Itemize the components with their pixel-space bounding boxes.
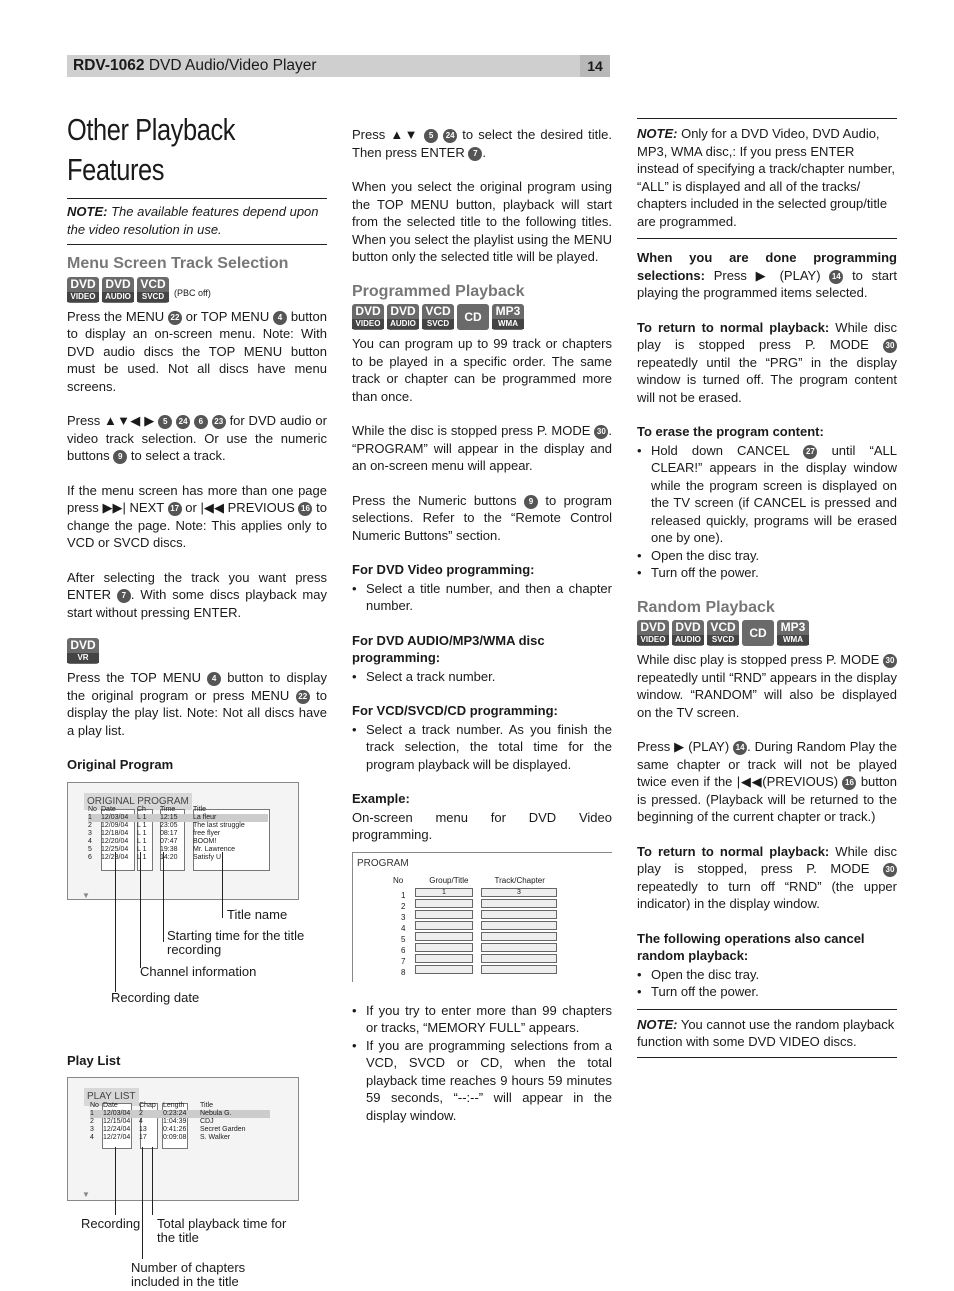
note-label: NOTE:: [67, 204, 108, 219]
text: to program selections. Refer to the “Remote Control Numeric Buttons” section.: [352, 492, 612, 543]
text: CD: [749, 626, 767, 640]
table-cell: 4: [88, 837, 92, 845]
callout-recording-date: Recording date: [111, 989, 200, 1005]
text: SVCD: [422, 319, 454, 329]
example-heading: Example:: [352, 791, 410, 806]
list: [637, 966, 897, 1001]
list: [352, 580, 612, 615]
track-chapter-field[interactable]: [481, 921, 557, 930]
table-cell: 12:15: [160, 813, 178, 821]
text: DVD: [675, 620, 701, 634]
button-5-icon: 5: [424, 129, 438, 143]
note-text: The available features depend upon the video resolution in use.: [67, 204, 319, 237]
text: AUDIO: [672, 635, 704, 645]
table-row: [90, 1110, 270, 1118]
table-row: [88, 830, 268, 838]
table-cell: 17: [139, 1134, 147, 1141]
table-cell: CDJ: [200, 1118, 214, 1125]
table-cell: The last struggle: [193, 821, 245, 829]
button-24-icon: 24: [443, 129, 457, 143]
text: To return to normal playback:: [637, 319, 830, 335]
button-30-icon: 30: [883, 863, 897, 877]
text: AUDIO: [102, 292, 134, 302]
play-list-heading: Play List: [67, 1052, 121, 1068]
paragraph: [67, 669, 327, 739]
paragraph: When you select the original program using the TOP MENU button, playback will start from the selected title to the following titles. When you select the playlist using the MENU button only the selected title will be played.: [352, 179, 612, 264]
text: To return to normal playback:: [637, 843, 830, 859]
paragraph: [352, 126, 612, 161]
track-chapter-field[interactable]: 3: [481, 888, 557, 897]
play-list-table: [90, 1102, 270, 1142]
dvd-video-badge: [67, 277, 99, 303]
paragraph: [637, 249, 897, 302]
mp3-wma-badge: [777, 620, 809, 646]
section-heading-programmed: Programmed Playback: [352, 282, 525, 300]
button-9-icon: 9: [524, 495, 538, 509]
table-row: [90, 1102, 270, 1110]
text: SVCD: [707, 635, 739, 645]
cd-badge: [742, 620, 774, 646]
table-cell: Mr. Lawrence: [193, 845, 236, 853]
paragraph: [637, 319, 897, 407]
table-cell: Title: [193, 805, 206, 813]
screen-title: PROGRAM: [357, 857, 409, 869]
text: to select a track.: [130, 448, 226, 463]
list-item: • Select a title number, and then a chapter number.: [352, 580, 612, 615]
table-cell: Date: [103, 1102, 118, 1109]
disc-badges: [352, 304, 612, 330]
callout-title-name: Title name: [227, 906, 288, 922]
text: VCD: [140, 276, 166, 291]
table-cell: 2: [90, 1118, 94, 1125]
table-row: [88, 838, 268, 846]
button-4-icon: 4: [207, 672, 221, 686]
text: DVD: [355, 304, 381, 318]
header-title: [73, 57, 317, 75]
list-item: • If you are programming selections from a VCD, SVCD or CD, when the total playback time reaches 9 hours 59 minutes 59 seconds, “--:--” will appear in the display window.: [352, 1037, 612, 1125]
program-row-number: 3: [401, 912, 406, 922]
button-9-icon: 9: [113, 450, 127, 464]
list-item: • Turn off the power.: [637, 564, 897, 582]
pbc-off-note: (PBC off): [174, 288, 211, 298]
table-cell: 3: [88, 829, 92, 837]
disc-badges-vr: [67, 638, 327, 664]
track-chapter-field[interactable]: [481, 910, 557, 919]
button-7-icon: 7: [468, 147, 482, 161]
vcd-svcd-badge: [137, 277, 169, 303]
list-item: [637, 442, 897, 547]
text: When you are done programming selections:: [637, 250, 897, 283]
model-name: RDV-1062: [73, 57, 145, 74]
original-program-callouts: [67, 900, 327, 1030]
text: You cannot use the random playback function with some DVD VIDEO discs.: [637, 1016, 895, 1049]
list-item: • Select a track number.: [352, 668, 612, 686]
table-cell: Title: [200, 1102, 213, 1109]
note: [637, 1010, 897, 1058]
table-cell: 12/25/04: [101, 845, 129, 853]
program-row-number: 2: [401, 901, 406, 911]
group-title-field[interactable]: [415, 910, 473, 919]
button-17-icon: 17: [168, 502, 182, 516]
paragraph: [67, 308, 327, 396]
table-cell: L 1: [137, 821, 147, 829]
text: No: [393, 875, 404, 885]
table-cell: 12/03/04: [101, 813, 129, 821]
text: . During Random Play the same chapter or track will not be played twice even if the |◀◀(PREVIOUS): [637, 739, 897, 789]
paragraph: [67, 482, 327, 552]
text: button to display an on-screen menu. Note: With DVD audio discs the TOP MENU button must be used. Not all discs have menu screens.: [67, 308, 327, 394]
note: [637, 119, 897, 239]
track-chapter-field[interactable]: [481, 899, 557, 908]
group-title-field[interactable]: [415, 965, 473, 974]
table-cell: 2: [139, 1110, 143, 1117]
text: Group/Title: [429, 875, 469, 885]
group-title-field[interactable]: [415, 921, 473, 930]
column-1: [67, 110, 327, 1291]
list: [352, 721, 612, 774]
button-22-icon: 22: [168, 311, 182, 325]
column-3: [637, 118, 897, 1058]
button-16-icon: 16: [842, 776, 856, 790]
text: Press ▲▼: [352, 127, 419, 142]
text: DVD: [390, 304, 416, 318]
table-row: [90, 1118, 270, 1126]
button-7-icon: 7: [117, 589, 131, 603]
text: WMA: [777, 635, 809, 645]
dvd-video-programming-heading: For DVD Video programming:: [352, 562, 535, 577]
button-14-icon: 14: [733, 741, 747, 755]
text: to change the page. Note: This applies only to VCD or SVCD discs.: [67, 500, 327, 550]
text: MP3: [780, 620, 806, 634]
button-14-icon: 14: [829, 270, 843, 284]
callout-total-time: Total playback time for the title: [157, 1216, 287, 1245]
group-title-field[interactable]: [415, 899, 473, 908]
vcd-svcd-badge: [422, 304, 454, 330]
text: repeatedly until the “PRG” in the display window is turned off. The program content will not be erased.: [637, 354, 897, 405]
text: VCD: [425, 304, 451, 318]
list: [352, 668, 612, 686]
text: repeatedly until “RND” appears in the display window. “RANDOM” will also be displayed on the TV screen.: [637, 669, 897, 720]
page-number: 14: [580, 55, 610, 77]
table-row: [90, 1126, 270, 1134]
table-row: [90, 1134, 270, 1142]
paragraph: [352, 422, 612, 475]
text: to start playing the programmed items selected.: [637, 267, 897, 300]
table-cell: 07:47: [160, 837, 178, 845]
table-cell: BOOM!: [193, 837, 217, 845]
text: While disc play is stopped press P. MODE: [637, 652, 880, 667]
group-title-field[interactable]: [415, 932, 473, 941]
scroll-down-icon: ▼: [82, 890, 90, 900]
text: or |◀◀ PREVIOUS: [185, 500, 295, 515]
table-cell: 2: [88, 821, 92, 829]
table-cell: Ch: [137, 805, 146, 813]
table-cell: 12/03/04: [103, 1110, 131, 1117]
text: or TOP MENU: [185, 308, 270, 324]
text: VIDEO: [637, 635, 669, 645]
table-cell: 13: [139, 1126, 147, 1133]
button-23-icon: 23: [212, 415, 226, 429]
original-program-screen: [67, 782, 299, 900]
table-cell: free flyer: [193, 829, 221, 837]
text: NOTE:: [637, 126, 678, 141]
callout-starting-time: Starting time for the title recording: [167, 927, 305, 957]
list-item: • Open the disc tray.: [637, 966, 897, 984]
button-6-icon: 6: [194, 415, 208, 429]
vcd-svcd-badge: [707, 620, 739, 646]
text: Hold down CANCEL: [651, 442, 790, 458]
cd-badge: [457, 304, 489, 330]
table-cell: 0:41:26: [163, 1126, 187, 1133]
button-30-icon: 30: [594, 425, 608, 439]
text: CD: [464, 310, 482, 324]
text: NOTE:: [637, 1016, 678, 1032]
program-row-number: 5: [401, 934, 406, 944]
erase-heading: To erase the program content:: [637, 424, 824, 439]
table-cell: Satisfy U: [193, 853, 222, 861]
table-cell: No: [90, 1102, 99, 1109]
section-heading-random: Random Playback: [637, 598, 775, 616]
group-title-field[interactable]: 1: [415, 888, 473, 897]
dvd-vr-badge: [67, 638, 99, 664]
track-chapter-field[interactable]: [481, 932, 557, 941]
text: . With some discs playback may start without pressing ENTER.: [67, 587, 327, 620]
table-cell: 1: [88, 813, 92, 821]
list: [637, 442, 897, 582]
text: While disc play is stopped press P. MODE: [637, 319, 897, 352]
table-cell: Length: [163, 1102, 185, 1109]
text: AUDIO: [387, 319, 419, 329]
button-22-icon: 22: [296, 690, 310, 704]
program-row-number: 4: [401, 923, 406, 933]
table-row: [88, 806, 268, 814]
text: Press ▲▼◀ ▶: [67, 413, 155, 428]
table-cell: 4: [90, 1134, 94, 1141]
button-30-icon: 30: [883, 654, 897, 668]
table-cell: 6: [88, 853, 92, 861]
program-row-number: 6: [401, 945, 406, 955]
text: SVCD: [137, 292, 169, 302]
track-chapter-field[interactable]: [481, 965, 557, 974]
text: Only for a DVD Video, DVD Audio, MP3, WMA disc,: If you press ENTER instead of specifying a track/chapter number, “ALL” is displayed and all of the tracks/ chapters included in the selected group/title are programmed.: [637, 126, 895, 229]
text: DVD: [640, 620, 666, 634]
list: [352, 1002, 612, 1125]
dvd-audio-badge: [387, 304, 419, 330]
table-cell: 0:09:08: [163, 1134, 187, 1141]
text: If the menu screen has more than one page press ▶▶| NEXT: [67, 482, 327, 515]
table-cell: L 1: [137, 829, 147, 837]
table-cell: 12/09/04: [101, 821, 129, 829]
button-24-icon: 24: [176, 415, 190, 429]
scroll-down-icon: ▼: [82, 1190, 90, 1199]
program-screen: [352, 852, 612, 982]
track-chapter-field[interactable]: [481, 943, 557, 952]
dvd-video-badge: [637, 620, 669, 646]
text: VR: [67, 653, 99, 663]
dvd-audio-programming-heading: For DVD AUDIO/MP3/WMA disc programming:: [352, 632, 545, 665]
table-cell: Secret Garden: [200, 1126, 246, 1133]
table-cell: 4: [139, 1118, 143, 1125]
table-cell: L 1: [137, 813, 147, 821]
table-cell: 12/15/04: [103, 1118, 131, 1125]
text: to select the desired title. Then press ENTER: [352, 127, 612, 160]
column-2: [352, 126, 612, 1141]
page-title: Other Playback Features: [67, 112, 236, 187]
text: button to display the original program or press MENU: [67, 670, 327, 703]
play-list-screen: [67, 1077, 299, 1201]
table-cell: Chap: [139, 1102, 156, 1109]
callout-recording: Recording: [81, 1216, 141, 1231]
text: DVD: [70, 276, 96, 291]
table-cell: 19:38: [160, 845, 178, 853]
text: repeatedly to turn off “RND” (the upper indicator) in the display window.: [637, 878, 897, 911]
paragraph: [637, 738, 897, 826]
paragraph: You can program up to 99 track or chapters to be played in a specific order. The same track or chapter can be programmed more than once.: [352, 336, 612, 404]
text: WMA: [492, 319, 524, 329]
list-item: • Select a track number. As you finish the track selection, the total time for the program playback will be displayed.: [352, 721, 612, 774]
dvd-video-badge: [352, 304, 384, 330]
screen-title: ORIGINAL PROGRAM: [84, 793, 192, 811]
cancel-random-heading: The following operations also cancel random playback:: [637, 930, 865, 963]
table-cell: 12/28/04: [101, 853, 129, 861]
table-cell: 12/24/04: [103, 1126, 131, 1133]
text: to display the play list. Note: Not all discs have a play list.: [67, 687, 327, 738]
table-cell: 3: [90, 1126, 94, 1133]
button-4-icon: 4: [273, 311, 287, 325]
table-cell: 1:04:39: [163, 1118, 187, 1125]
text: . “PROGRAM” will appear in the display and an on-screen menu will appear.: [352, 423, 612, 473]
paragraph: [352, 492, 612, 545]
table-cell: L 1: [137, 853, 147, 861]
table-cell: 12/27/04: [103, 1134, 131, 1141]
text: Press ▶ (PLAY): [713, 267, 821, 283]
text: Press ▶ (PLAY): [637, 739, 730, 754]
table-cell: 23:05: [160, 821, 178, 829]
paragraph: [637, 843, 897, 913]
text: Track/Chapter: [494, 875, 545, 885]
text: DVD: [70, 638, 96, 652]
paragraph: [67, 569, 327, 622]
track-chapter-field[interactable]: [481, 954, 557, 963]
table-row: [88, 814, 268, 822]
table-cell: La fleur: [193, 813, 217, 821]
text: until “ALL CLEAR!” appears in the display window while the program screen is displayed on the TV screen (if CANCEL is pressed and released quickly, programs will be erased one by one).: [651, 442, 897, 545]
table-cell: Time: [160, 805, 176, 813]
section-heading-menu: Menu Screen Track Selection: [67, 255, 289, 272]
play-list-callouts: [67, 1201, 327, 1291]
dvd-audio-badge: [102, 277, 134, 303]
paragraph: [637, 651, 897, 721]
disc-badges: [67, 277, 327, 303]
text: Press the MENU: [67, 308, 165, 324]
text: While disc play is stopped, press P. MODE: [637, 843, 897, 876]
text: After selecting the track you want press ENTER: [67, 569, 327, 602]
button-5-icon: 5: [158, 415, 172, 429]
text: MP3: [495, 304, 521, 318]
table-cell: L 1: [137, 837, 147, 845]
table-cell: 1: [90, 1110, 94, 1117]
callout-chapters: Number of chapters included in the title: [131, 1260, 246, 1289]
text: Press the Numeric buttons: [352, 492, 517, 508]
button-30-icon: 30: [883, 339, 897, 353]
original-program-heading: Original Program: [67, 757, 174, 772]
header-bar: [67, 55, 610, 77]
table-cell: S. Walker: [200, 1134, 231, 1141]
button-27-icon: 27: [803, 445, 817, 459]
table-cell: 08:17: [160, 829, 178, 837]
text: button is pressed. (Playback will be returned to the beginning of the current chapter or track.): [637, 774, 897, 824]
table-cell: 0:23:24: [163, 1110, 187, 1117]
list-item: • If you try to enter more than 99 chapters or tracks, “MEMORY FULL” appears.: [352, 1002, 612, 1037]
text: While the disc is stopped press P. MODE: [352, 423, 591, 438]
group-title-field[interactable]: [415, 943, 473, 952]
vcd-programming-heading: For VCD/SVCD/CD programming:: [352, 703, 558, 718]
table-cell: 12/20/04: [101, 837, 129, 845]
program-row-number: 1: [401, 890, 406, 900]
list-item: • Open the disc tray.: [637, 547, 897, 565]
button-16-icon: 16: [298, 502, 312, 516]
product-name: DVD Audio/Video Player: [148, 57, 317, 74]
text: VIDEO: [67, 292, 99, 302]
table-cell: Nebula G.: [200, 1110, 232, 1117]
screen-title: PLAY LIST: [84, 1088, 139, 1106]
table-cell: 5: [88, 845, 92, 853]
dvd-audio-badge: [672, 620, 704, 646]
table-cell: Date: [101, 805, 116, 813]
table-cell: L 1: [137, 845, 147, 853]
text: Press the TOP MENU: [67, 670, 201, 685]
table-cell: 14:20: [160, 853, 178, 861]
note: [67, 199, 327, 245]
table-row: [88, 822, 268, 830]
list-item: • Turn off the power.: [637, 983, 897, 1001]
table-cell: 12/18/04: [101, 829, 129, 837]
text: VIDEO: [352, 319, 384, 329]
paragraph: On-screen menu for DVD Video programming.: [352, 809, 612, 842]
disc-badges: [637, 620, 897, 646]
group-title-field[interactable]: [415, 954, 473, 963]
callout-channel: Channel information: [140, 963, 257, 979]
table-cell: No: [88, 805, 97, 813]
text: .: [482, 144, 486, 160]
mp3-wma-badge: [492, 304, 524, 330]
program-row-number: 7: [401, 956, 406, 966]
paragraph: [67, 412, 327, 465]
text: for DVD audio or video track selection. Or use the numeric buttons: [67, 413, 327, 463]
program-row-number: 8: [401, 967, 406, 977]
text: DVD: [105, 276, 131, 291]
program-table-header: [393, 872, 545, 890]
text: VCD: [710, 620, 736, 634]
